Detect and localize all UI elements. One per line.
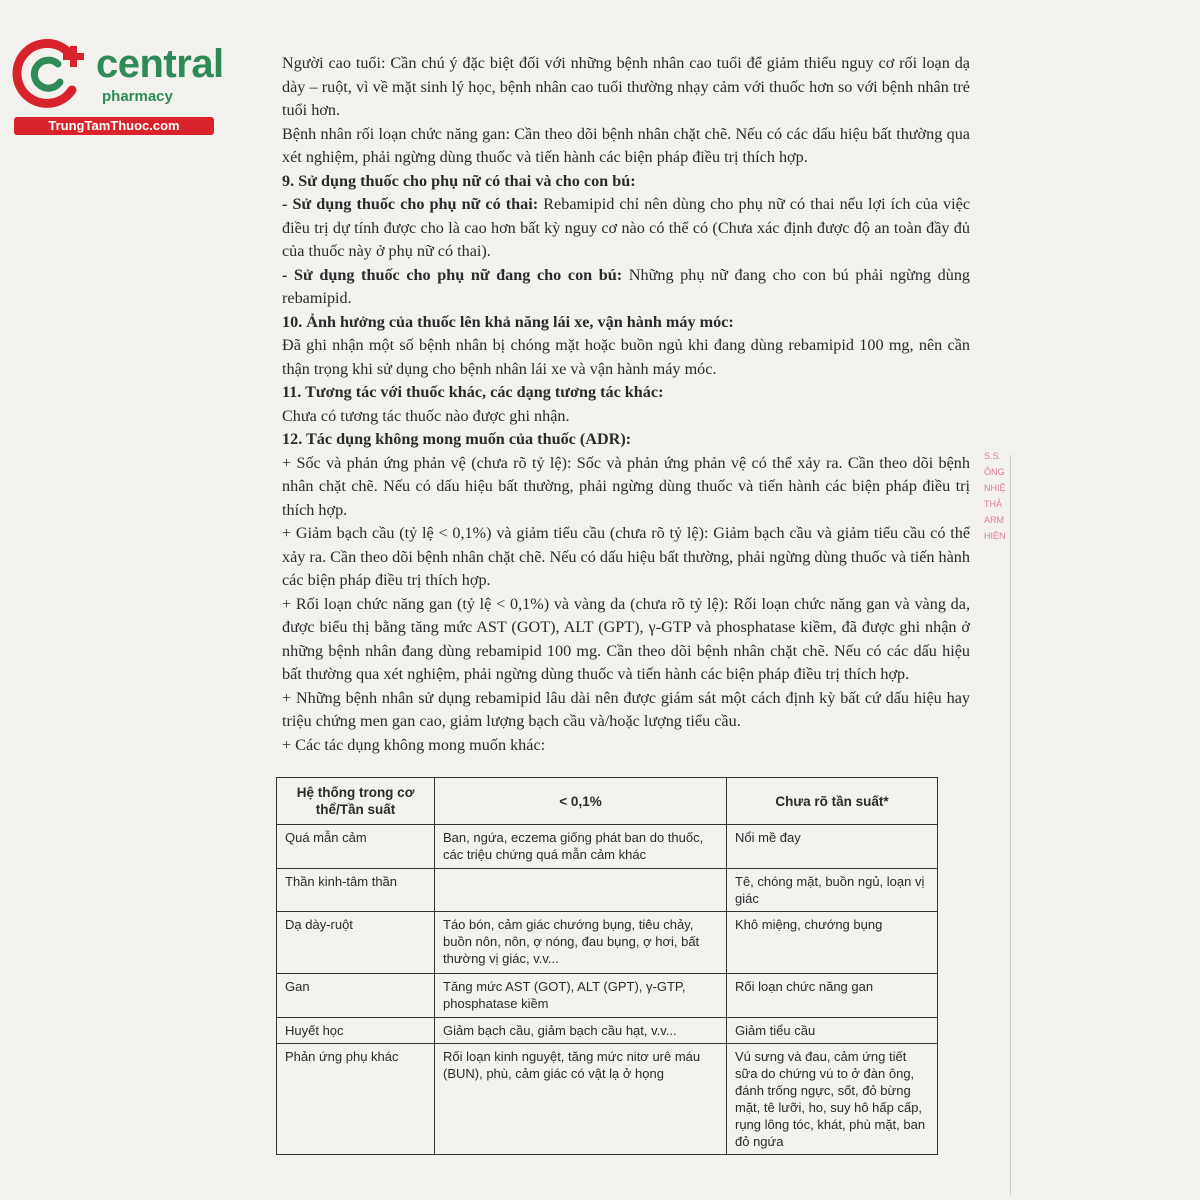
paragraph-text: Rebamipid chỉ nên dùng cho phụ nữ có thai nếu lợi ích của việc điều trị dự tính được cho là cao hơn bất kỳ nguy cơ nào có thể có (Chưa xác định được độ an toàn đầy đủ của thuốc này ở phụ nữ có thai). — [282, 195, 971, 260]
stamp-line: NHIỆ — [984, 483, 1006, 493]
paragraph-liver-patients: Bệnh nhân rối loạn chức năng gan: Cần theo dõi bệnh nhân chặt chẽ. Nếu có các dấu hiệu bất thường qua xét nghiệm, phải ngừng dùng thuốc và tiến hành các biện pháp điều trị thích hợp. — [282, 124, 970, 166]
table-cell: Gan — [277, 974, 435, 1018]
table-cell: Rối loạn chức năng gan — [727, 974, 938, 1018]
column-header-system: Hệ thống trong cơ thể/Tần suất — [277, 778, 435, 825]
table-cell: Nổi mề đay — [727, 825, 938, 869]
table-cell — [435, 869, 727, 912]
paragraph-other-effects: + Các tác dụng không mong muốn khác: — [282, 735, 546, 754]
table-cell: Huyết học — [277, 1018, 435, 1044]
stamp-line: S.S. — [984, 451, 1002, 461]
red-stamp-fragment — [984, 448, 1024, 608]
column-header-frequency-unknown: Chưa rõ tần suất* — [727, 778, 938, 825]
column-header-frequency-low: < 0,1% — [435, 778, 727, 825]
logo-site-url[interactable]: TrungTamThuoc.com — [14, 117, 214, 135]
table-cell: Giảm bạch cầu, giảm bạch cầu hạt, v.v... — [435, 1018, 727, 1044]
paragraph-text: Những phụ nữ đang cho con bú phải ngừng dùng rebamipid. — [282, 265, 971, 307]
paragraph-breastfeeding — [282, 264, 970, 311]
stamp-line: ARM — [984, 515, 1004, 525]
section-heading-9: 9. Sử dụng thuốc cho phụ nữ có thai và cho con bú: — [282, 171, 636, 190]
paragraph-lead: - Sử dụng thuốc cho phụ nữ có thai: — [282, 195, 539, 213]
document-body — [282, 52, 970, 757]
adverse-effects-table — [276, 777, 938, 1155]
table-cell: Ban, ngứa, eczema giống phát ban do thuốc, các triệu chứng quá mẫn cảm khác — [435, 825, 727, 869]
table-row — [277, 1044, 938, 1155]
paragraph-lead: - Sử dụng thuốc cho phụ nữ đang cho con bú: — [282, 265, 623, 284]
table-cell: Vú sưng và đau, cảm ứng tiết sữa do chứng vú to ở đàn ông, đánh trống ngực, sốt, đỏ bừng mặt, tê lưỡi, ho, suy hô hấp cấp, rụng lông tóc, khát, phù mặt, ban đỏ ngứa — [727, 1044, 938, 1155]
stamp-line: THẢ — [984, 499, 1002, 509]
paragraph-long-term-use: + Những bệnh nhân sử dụng rebamipid lâu dài nên được giám sát một cách định kỳ bất cứ dấu hiệu hay triệu chứng men gan cao, giảm lượng bạch cầu và/hoặc lượng tiểu cầu. — [282, 688, 970, 730]
section-heading-10: 10. Ảnh hưởng của thuốc lên khả năng lái xe, vận hành máy móc: — [282, 312, 734, 331]
stamp-line: ÔNG — [984, 467, 1005, 477]
table-cell: Tê, chóng mặt, buồn ngủ, loạn vị giác — [727, 869, 938, 912]
paragraph-driving: Đã ghi nhận một số bệnh nhân bị chóng mặt hoặc buồn ngủ khi đang dùng rebamipid 100 mg, nên cần thận trọng khi sử dụng cho bệnh nhân lái xe và vận hành máy móc. — [282, 336, 970, 378]
section-heading-12: 12. Tác dụng không mong muốn của thuốc (ADR): — [282, 430, 632, 448]
table-cell: Rối loạn kinh nguyệt, tăng mức nitơ urê máu (BUN), phù, cảm giác có vật lạ ở họng — [435, 1044, 727, 1155]
table-cell: Dạ dày-ruột — [277, 912, 435, 974]
paragraph-shock: + Sốc và phản ứng phản vệ (chưa rõ tỷ lệ): Sốc và phản ứng phản vệ có thể xảy ra. Cần theo dõi bệnh nhân chặt chẽ. Nếu có dấu hiệu bất thường, phải ngừng dùng thuốc và tiến hành các biện pháp điều trị thích hợp. — [282, 453, 970, 519]
table-row — [277, 869, 938, 912]
table-row — [277, 1018, 938, 1044]
table-cell: Giảm tiểu cầu — [727, 1018, 938, 1044]
paragraph-elderly: Người cao tuổi: Cần chú ý đặc biệt đối với những bệnh nhân cao tuổi để giảm thiểu nguy cơ rối loạn dạ dày – ruột, vì về mặt sinh lý học, bệnh nhân cao tuổi thường nhạy cảm với thuốc hơn so với bệnh nhân trẻ tuổi hơn. — [282, 54, 970, 119]
table-cell: Thần kinh-tâm thần — [277, 869, 435, 912]
table-cell: Quá mẫn cảm — [277, 825, 435, 869]
page-edge-divider — [1010, 455, 1011, 1195]
pharmacy-cross-icon — [10, 38, 92, 110]
section-heading-11: 11. Tương tác với thuốc khác, các dạng tương tác khác: — [282, 383, 664, 401]
table-cell: Tăng mức AST (GOT), ALT (GPT), γ-GTP, phosphatase kiềm — [435, 974, 727, 1018]
table-row — [277, 912, 938, 974]
table-cell: Táo bón, cảm giác chướng bụng, tiêu chảy, buồn nôn, nôn, ợ nóng, đau bụng, ợ hơi, bất thường vị giác, v.v... — [435, 912, 727, 974]
table-header-row — [277, 778, 938, 825]
logo-wordmark: central — [96, 42, 224, 86]
paragraph-leukopenia: + Giảm bạch cầu (tỷ lệ < 0,1%) và giảm tiểu cầu (chưa rõ tỷ lệ): Giảm bạch cầu và giảm tiểu cầu có thể xảy ra. Cần theo dõi bệnh nhân chặt chẽ. Nếu có dấu hiệu bất thường, phải ngừng dùng thuốc và tiến hành các biện pháp điều trị thích hợp. — [282, 524, 970, 589]
logo-subtitle: pharmacy — [102, 88, 173, 105]
stamp-line: HIỆN — [984, 531, 1006, 541]
central-pharmacy-logo[interactable] — [10, 38, 225, 138]
table-row — [277, 825, 938, 869]
table-cell: Khô miệng, chướng bụng — [727, 912, 938, 974]
table-cell: Phản ứng phụ khác — [277, 1044, 435, 1155]
table-row — [277, 974, 938, 1018]
paragraph-liver-dysfunction: + Rối loạn chức năng gan (tỷ lệ < 0,1%) và vàng da (chưa rõ tỷ lệ): Rối loạn chức năng gan và vàng da, được biểu thị bằng tăng mức AST (GOT), ALT (GPT), γ-GTP và phosphatase kiềm, đã được ghi nhận ở những bệnh nhân đang dùng rebamipid 100 mg. Cần theo dõi bệnh nhân chặt chẽ. Nếu có các dấu hiệu bất thường qua xét nghiệm, phải ngừng dùng thuốc và tiến hành các biện pháp điều trị thích hợp. — [282, 594, 970, 683]
paragraph-interactions: Chưa có tương tác thuốc nào được ghi nhận. — [282, 406, 570, 425]
paragraph-pregnancy — [282, 193, 970, 264]
